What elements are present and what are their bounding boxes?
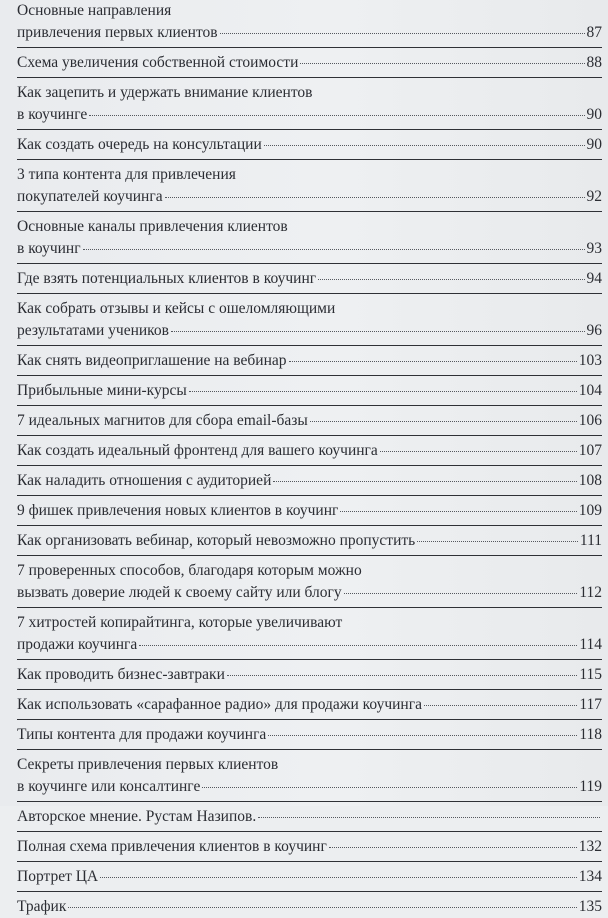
toc-entry-line xyxy=(17,896,602,918)
toc-entry[interactable] xyxy=(17,440,602,462)
toc-page-number: 108 xyxy=(578,472,602,489)
toc-page-number: 94 xyxy=(586,270,602,287)
toc-entry-title: 7 проверенных способов, благодаря которым можно xyxy=(17,562,362,579)
toc-entry[interactable] xyxy=(17,216,602,260)
entry-divider xyxy=(17,211,602,212)
dot-leader xyxy=(310,420,577,422)
entry-divider xyxy=(17,689,602,690)
toc-entry[interactable] xyxy=(17,664,602,686)
dot-leader xyxy=(189,390,577,392)
toc-entry[interactable] xyxy=(17,134,602,156)
toc-entry-line xyxy=(17,410,602,432)
toc-entry-title: Как проводить бизнес-завтраки xyxy=(17,666,225,683)
toc-page-number: 135 xyxy=(578,898,602,915)
entry-divider xyxy=(17,405,602,406)
toc-page-number: 115 xyxy=(579,666,602,683)
toc-page-number: 92 xyxy=(586,188,602,205)
toc-entry-line xyxy=(17,806,602,828)
toc-entry[interactable] xyxy=(17,410,602,432)
toc-entry[interactable] xyxy=(17,866,602,888)
toc-entry[interactable] xyxy=(17,724,602,746)
dot-leader xyxy=(340,510,576,512)
toc-entry-title: Где взять потенциальных клиентов в коучинг xyxy=(17,270,317,287)
toc-entry-title: Секреты привлечения первых клиентов xyxy=(17,756,279,773)
toc-entry-line xyxy=(17,440,602,462)
toc-entry[interactable] xyxy=(17,612,602,656)
toc-entry-title: Схема увеличения собственной стоимости xyxy=(17,54,299,71)
toc-entry[interactable] xyxy=(17,380,602,402)
toc-entry-title: Трафик xyxy=(17,898,67,915)
dot-leader xyxy=(417,540,578,542)
toc-entry-line xyxy=(17,22,602,44)
toc-entry-title: Основные каналы привлечения клиентов xyxy=(17,218,288,235)
toc-entry-title: результатами учеников xyxy=(17,322,169,339)
toc-entry[interactable] xyxy=(17,806,602,828)
toc-entry-title: Как наладить отношения с аудиторией xyxy=(17,472,272,489)
toc-page-number: 87 xyxy=(586,24,602,41)
dot-leader xyxy=(289,360,577,362)
toc-entry-title: Как создать очередь на консультации xyxy=(17,136,262,153)
toc-entry[interactable] xyxy=(17,896,602,918)
dot-leader xyxy=(344,592,578,594)
toc-entry-line xyxy=(17,320,602,342)
toc-entry-line xyxy=(17,754,602,776)
dot-leader xyxy=(171,330,585,332)
toc-entry-line xyxy=(17,866,602,888)
toc-entry-line xyxy=(17,104,602,126)
toc-entry-line xyxy=(17,0,602,22)
toc-page-number: 112 xyxy=(579,584,602,601)
toc-entry-line xyxy=(17,164,602,186)
toc-entry[interactable] xyxy=(17,560,602,604)
dot-leader xyxy=(100,876,577,878)
toc-entry-title: покупателей коучинга xyxy=(17,188,163,205)
entry-divider xyxy=(17,159,602,160)
dot-leader xyxy=(165,196,585,198)
toc-entry[interactable] xyxy=(17,500,602,522)
toc-entry-title: Полная схема привлечения клиентов в коучинг xyxy=(17,838,327,855)
toc-entry[interactable] xyxy=(17,350,602,372)
toc-entry[interactable] xyxy=(17,470,602,492)
dot-leader xyxy=(273,480,576,482)
toc-entry-line xyxy=(17,134,602,156)
toc-entry-title: Портрет ЦА xyxy=(17,868,99,885)
toc-entry[interactable] xyxy=(17,694,602,716)
toc-entry-title: Как зацепить и удержать внимание клиентов xyxy=(17,84,313,101)
entry-divider xyxy=(17,47,602,48)
toc-entry-line xyxy=(17,500,602,522)
toc-page-number: 134 xyxy=(578,868,602,885)
toc-entry-line xyxy=(17,52,602,74)
toc-entry-title: Как организовать вебинар, который невозможно пропустить xyxy=(17,532,416,549)
dot-leader xyxy=(329,846,577,848)
toc-entry-line xyxy=(17,724,602,746)
toc-entry-title: Как создать идеальный фронтенд для вашего коучинга xyxy=(17,442,378,459)
toc-entry-title: в коучинге или консалтинге xyxy=(17,778,201,795)
toc-entry-line xyxy=(17,350,602,372)
entry-divider xyxy=(17,659,602,660)
toc-page-number: 93 xyxy=(586,240,602,257)
toc-entry[interactable] xyxy=(17,52,602,74)
toc-entry[interactable] xyxy=(17,82,602,126)
toc-entry-line xyxy=(17,560,602,582)
dot-leader xyxy=(89,114,584,116)
toc-page-number: 96 xyxy=(586,322,602,339)
toc-entry-line xyxy=(17,216,602,238)
toc-entry-line xyxy=(17,268,602,290)
toc-page-number: 88 xyxy=(586,54,602,71)
entry-divider xyxy=(17,801,602,802)
toc-entry-line xyxy=(17,836,602,858)
entry-divider xyxy=(17,607,602,608)
dot-leader xyxy=(424,704,577,706)
toc-entry[interactable] xyxy=(17,530,602,552)
toc-page-number: 132 xyxy=(578,838,602,855)
toc-entry-line xyxy=(17,664,602,686)
toc-entry-line xyxy=(17,470,602,492)
entry-divider xyxy=(17,345,602,346)
entry-divider xyxy=(17,495,602,496)
toc-entry-title: 9 фишек привлечения новых клиентов в коучинг xyxy=(17,502,339,519)
entry-divider xyxy=(17,831,602,832)
toc-entry-title: Типы контента для продажи коучинга xyxy=(17,726,267,743)
dot-leader xyxy=(258,816,600,818)
entry-divider xyxy=(17,465,602,466)
dot-leader xyxy=(268,734,577,736)
toc-entry[interactable] xyxy=(17,164,602,208)
dot-leader xyxy=(318,278,584,280)
toc-page-number: 103 xyxy=(578,352,602,369)
entry-divider xyxy=(17,435,602,436)
toc-entry[interactable] xyxy=(17,268,602,290)
toc-entry-title: Как использовать «сарафанное радио» для продажи коучинга xyxy=(17,696,422,713)
toc-entry-line xyxy=(17,380,602,402)
toc-entry-title: в коучинг xyxy=(17,240,81,257)
entry-divider xyxy=(17,263,602,264)
toc-entry[interactable] xyxy=(17,298,602,342)
toc-page-number: 104 xyxy=(578,382,602,399)
toc-entry-title: 7 хитростей копирайтинга, которые увеличивают xyxy=(17,614,343,631)
entry-divider xyxy=(17,749,602,750)
entry-divider xyxy=(17,129,602,130)
dot-leader xyxy=(300,62,584,64)
toc-entry-title: Основные направления xyxy=(17,2,172,19)
entry-divider xyxy=(17,77,602,78)
dot-leader xyxy=(227,674,577,676)
toc-page-number: 119 xyxy=(579,778,602,795)
toc-page-number: 109 xyxy=(578,502,602,519)
toc-page-number: 90 xyxy=(586,106,602,123)
toc-entry-title: вызвать доверие людей к своему сайту или блогу xyxy=(17,584,342,601)
toc-entry[interactable] xyxy=(17,836,602,858)
toc-entry-line xyxy=(17,186,602,208)
toc-entry-line xyxy=(17,776,602,798)
toc-page-number: 118 xyxy=(579,726,602,743)
toc-page-number: 117 xyxy=(579,696,602,713)
toc-page-number: 107 xyxy=(578,442,602,459)
entry-divider xyxy=(17,861,602,862)
toc-entry-title: Авторское мнение. Рустам Назипов. xyxy=(17,808,257,825)
toc-page-number: 90 xyxy=(586,136,602,153)
toc-entry[interactable] xyxy=(17,0,602,44)
toc-entry-line xyxy=(17,582,602,604)
toc-entry-title: 3 типа контента для привлечения xyxy=(17,166,236,183)
toc-entry-line xyxy=(17,238,602,260)
toc-entry-line xyxy=(17,634,602,656)
toc-entry-title: Прибыльные мини-курсы xyxy=(17,382,187,399)
dot-leader xyxy=(83,248,585,250)
dot-leader xyxy=(68,906,576,908)
toc-entry-line xyxy=(17,612,602,634)
entry-divider xyxy=(17,891,602,892)
toc-entry-title: продажи коучинга xyxy=(17,636,138,653)
entry-divider xyxy=(17,525,602,526)
dot-leader xyxy=(264,144,585,146)
dot-leader xyxy=(139,644,577,646)
entry-divider xyxy=(17,555,602,556)
toc-entry[interactable] xyxy=(17,754,602,798)
entry-divider xyxy=(17,293,602,294)
toc-entry-title: Как собрать отзывы и кейсы с ошеломляющими xyxy=(17,300,336,317)
toc-page-number: 114 xyxy=(579,636,602,653)
toc-entry-line xyxy=(17,530,602,552)
table-of-contents xyxy=(17,0,602,918)
entry-divider xyxy=(17,375,602,376)
toc-entry-title: Как снять видеоприглашение на вебинар xyxy=(17,352,287,369)
toc-page-number: 106 xyxy=(578,412,602,429)
dot-leader xyxy=(380,450,577,452)
dot-leader xyxy=(220,32,585,34)
toc-entry-title: в коучинге xyxy=(17,106,88,123)
toc-entry-line xyxy=(17,694,602,716)
toc-entry-line xyxy=(17,298,602,320)
toc-entry-line xyxy=(17,82,602,104)
entry-divider xyxy=(17,719,602,720)
toc-page-number: 111 xyxy=(579,532,602,549)
toc-entry-title: привлечения первых клиентов xyxy=(17,24,218,41)
dot-leader xyxy=(202,786,577,788)
toc-entry-title: 7 идеальных магнитов для сбора email-базы xyxy=(17,412,308,429)
